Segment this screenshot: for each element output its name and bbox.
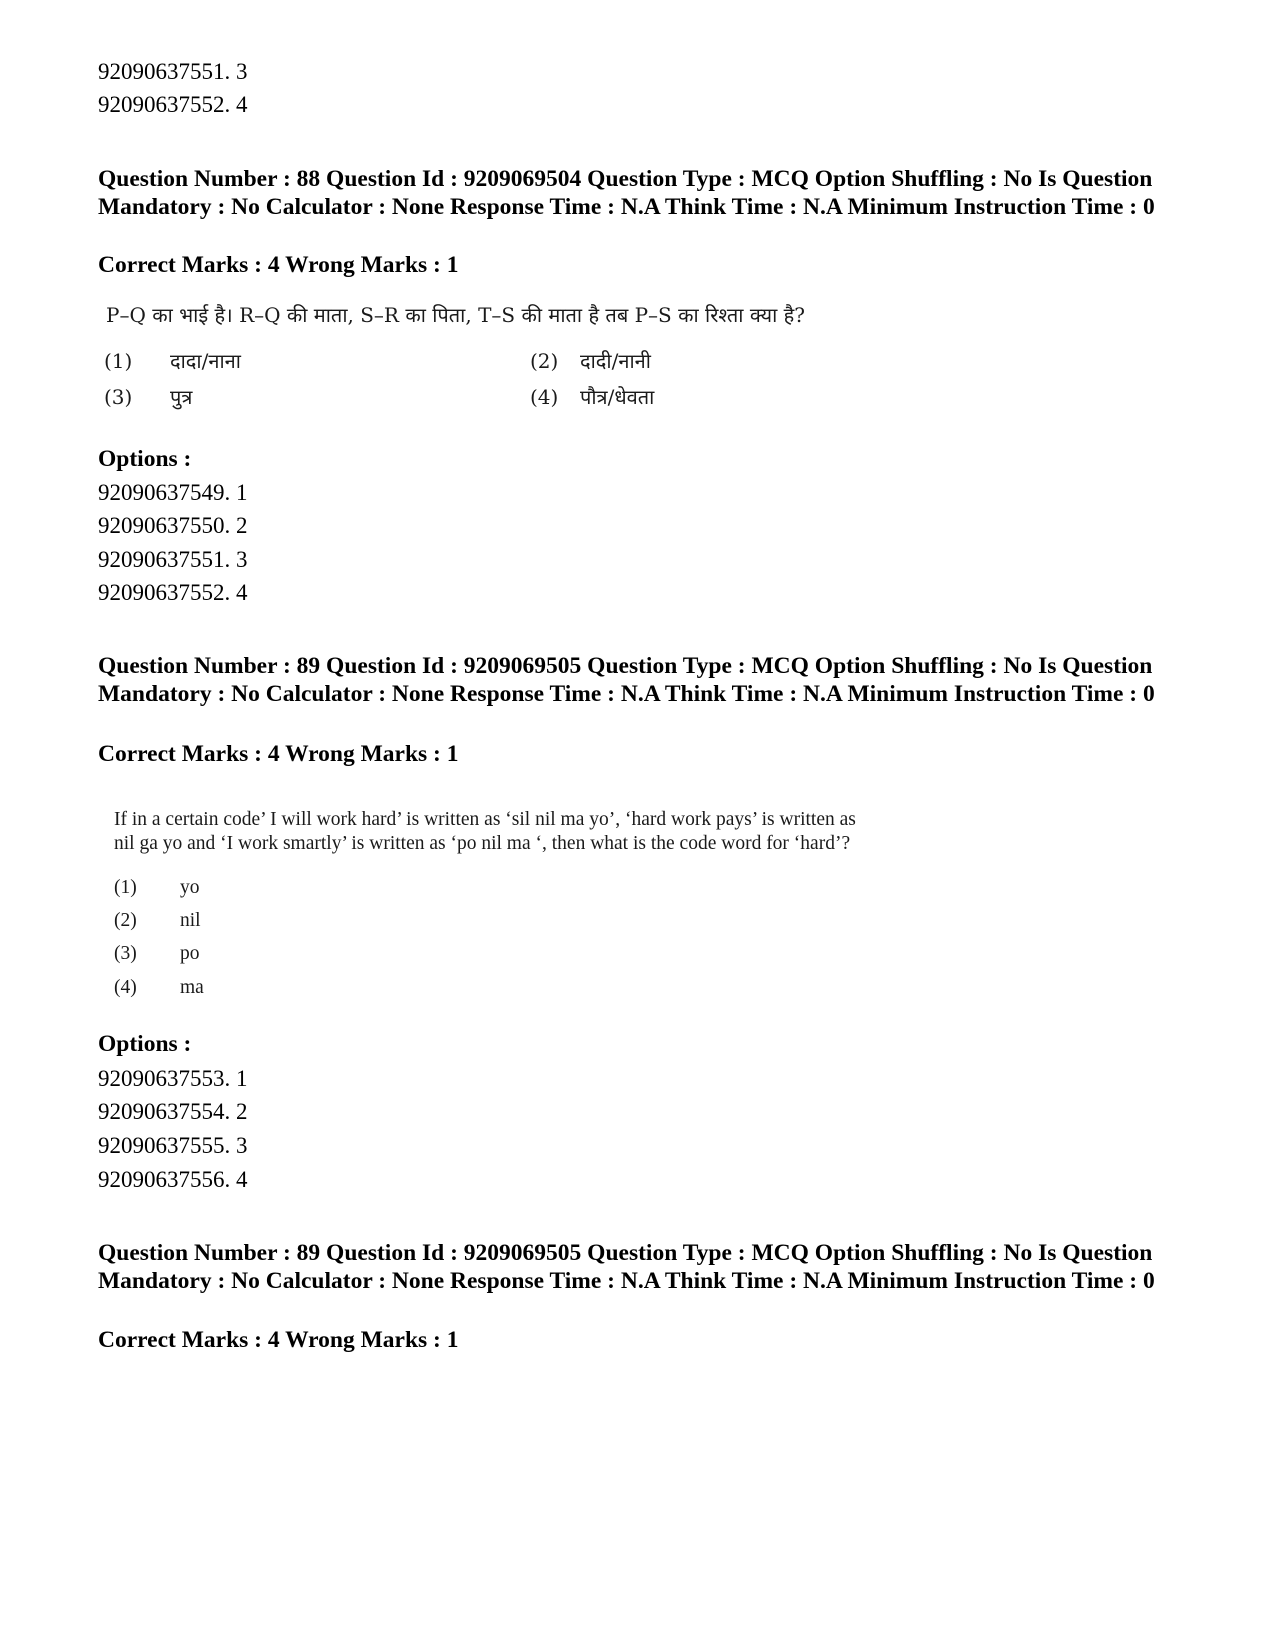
question-header: Question Number : 88 Question Id : 9209069504 Question Type : MCQ Option Shuffling : No Is Question Mandatory : No Calculator : None Response Time : N.A Think Time : N.A Minimum Instruction Time : 0 <box>98 166 1155 220</box>
choice-number: (1) <box>104 349 133 373</box>
options-label: Options : <box>98 446 192 472</box>
option-line: 92090637556. 4 <box>98 1167 248 1192</box>
choice-item <box>114 909 201 933</box>
option-line: 92090637554. 2 <box>98 1099 248 1124</box>
question-text-line: nil ga yo and ‘I work smartly’ is written as ‘po nil ma ‘, then what is the code word for ‘hard’? <box>114 833 851 854</box>
choice-number: (4) <box>114 977 137 998</box>
choice-item <box>114 942 200 966</box>
choice-text: दादी/नानी <box>580 349 651 373</box>
choice-text: पुत्र <box>170 385 193 409</box>
option-line: 92090637552. 4 <box>98 580 248 605</box>
choice-text: nil <box>180 910 201 931</box>
option-line: 92090637550. 2 <box>98 513 248 538</box>
choice-text: po <box>180 943 200 964</box>
question-text: P–Q का भाई है। R–Q की माता, S–R का पिता, T–S की माता है तब P–S का रिश्ता क्या है? <box>106 303 805 327</box>
option-line: 92090637551. 3 <box>98 59 248 84</box>
choice-text: पौत्र/धेवता <box>580 385 655 409</box>
option-line: 92090637555. 3 <box>98 1133 248 1158</box>
options-label: Options : <box>98 1031 192 1057</box>
option-line: 92090637551. 3 <box>98 547 248 572</box>
marks-line: Correct Marks : 4 Wrong Marks : 1 <box>98 252 459 278</box>
question-header: Question Number : 89 Question Id : 9209069505 Question Type : MCQ Option Shuffling : No Is Question Mandatory : No Calculator : None Response Time : N.A Think Time : N.A Minimum Instruction Time : 0 <box>98 1240 1155 1294</box>
question-header: Question Number : 89 Question Id : 9209069505 Question Type : MCQ Option Shuffling : No Is Question Mandatory : No Calculator : None Response Time : N.A Think Time : N.A Minimum Instruction Time : 0 <box>98 653 1155 707</box>
choice-item <box>530 384 654 410</box>
choice-item <box>530 348 651 374</box>
marks-line: Correct Marks : 4 Wrong Marks : 1 <box>98 741 459 767</box>
choice-number: (4) <box>530 385 559 409</box>
option-line: 92090637549. 1 <box>98 480 248 505</box>
choice-item <box>114 876 200 900</box>
choice-text: दादा/नाना <box>170 349 241 373</box>
choice-item <box>114 976 204 1000</box>
choice-number: (3) <box>104 385 133 409</box>
question-text <box>114 808 1014 856</box>
choice-item <box>104 384 192 410</box>
option-line: 92090637553. 1 <box>98 1066 248 1091</box>
choice-text: yo <box>180 877 200 898</box>
choice-item <box>104 348 241 374</box>
choice-number: (2) <box>114 910 137 931</box>
question-text-line: If in a certain code’ I will work hard’ is written as ‘sil nil ma yo’, ‘hard work pays’ is written as <box>114 809 856 830</box>
choice-text: ma <box>180 977 204 998</box>
choice-number: (2) <box>530 349 559 373</box>
marks-line: Correct Marks : 4 Wrong Marks : 1 <box>98 1327 459 1353</box>
choice-number: (1) <box>114 877 137 898</box>
choice-number: (3) <box>114 943 137 964</box>
option-line: 92090637552. 4 <box>98 92 248 117</box>
